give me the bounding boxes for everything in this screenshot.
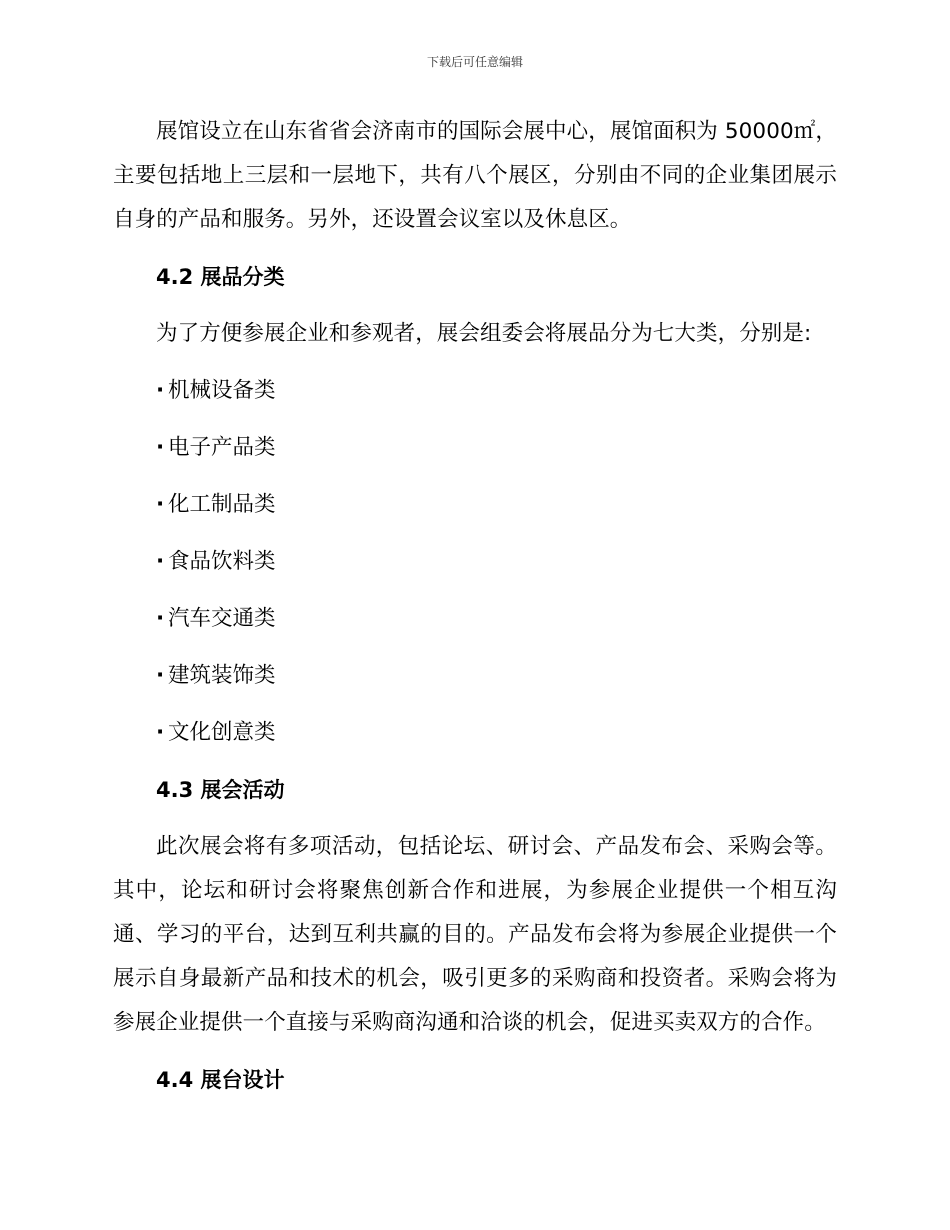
section-heading-4-3: 4.3 展会活动 xyxy=(156,778,285,802)
list-item xyxy=(156,711,837,755)
list-item-label: 建筑装饰类 xyxy=(168,663,276,688)
bullet-icon: · xyxy=(156,492,165,517)
activities-paragraph: 此次展会将有多项活动，包括论坛、研讨会、产品发布会、采购会等。其中，论坛和研讨会将聚焦创新合作和进展，为参展企业提供一个相互沟通、学习的平台，达到互利共赢的目的。产品发布会将为参展企业提供一个展示自身最新产品和技术的机会，吸引更多的采购商和投资者。采购会将为参展企业提供一个直接与采购商沟通和洽谈的机会，促进买卖双方的合作。 xyxy=(113,834,837,1035)
document-body xyxy=(113,110,837,1115)
list-item xyxy=(156,369,837,413)
list-item xyxy=(156,597,837,641)
list-item-label: 汽车交通类 xyxy=(168,606,276,631)
page-header: 下载后可任意编辑 xyxy=(426,55,523,69)
list-item-label: 食品饮料类 xyxy=(168,549,276,574)
list-item-label: 机械设备类 xyxy=(168,378,276,403)
list-item-label: 电子产品类 xyxy=(168,435,276,460)
bullet-icon: · xyxy=(156,720,165,745)
bullet-icon: · xyxy=(156,435,165,460)
bullet-icon: · xyxy=(156,606,165,631)
list-item-label: 化工制品类 xyxy=(168,492,276,517)
section-heading-4-4: 4.4 展台设计 xyxy=(156,1068,285,1092)
list-item xyxy=(156,654,837,698)
list-item xyxy=(156,483,837,527)
list-item-label: 文化创意类 xyxy=(168,720,276,745)
classification-lead-paragraph: 为了方便参展企业和参观者，展会组委会将展品分为七大类，分别是: xyxy=(156,321,812,346)
intro-paragraph: 展馆设立在山东省省会济南市的国际会展中心，展馆面积为 50000㎡，主要包括地上三层和一层地下，共有八个展区，分别由不同的企业集团展示自身的产品和服务。另外，还设置会议室以及休息区。 xyxy=(113,119,837,232)
bullet-icon: · xyxy=(156,378,165,403)
list-item xyxy=(156,426,837,470)
section-heading-4-2: 4.2 展品分类 xyxy=(156,265,285,289)
bullet-icon: · xyxy=(156,549,165,574)
list-item xyxy=(156,540,837,584)
bullet-icon: · xyxy=(156,663,165,688)
